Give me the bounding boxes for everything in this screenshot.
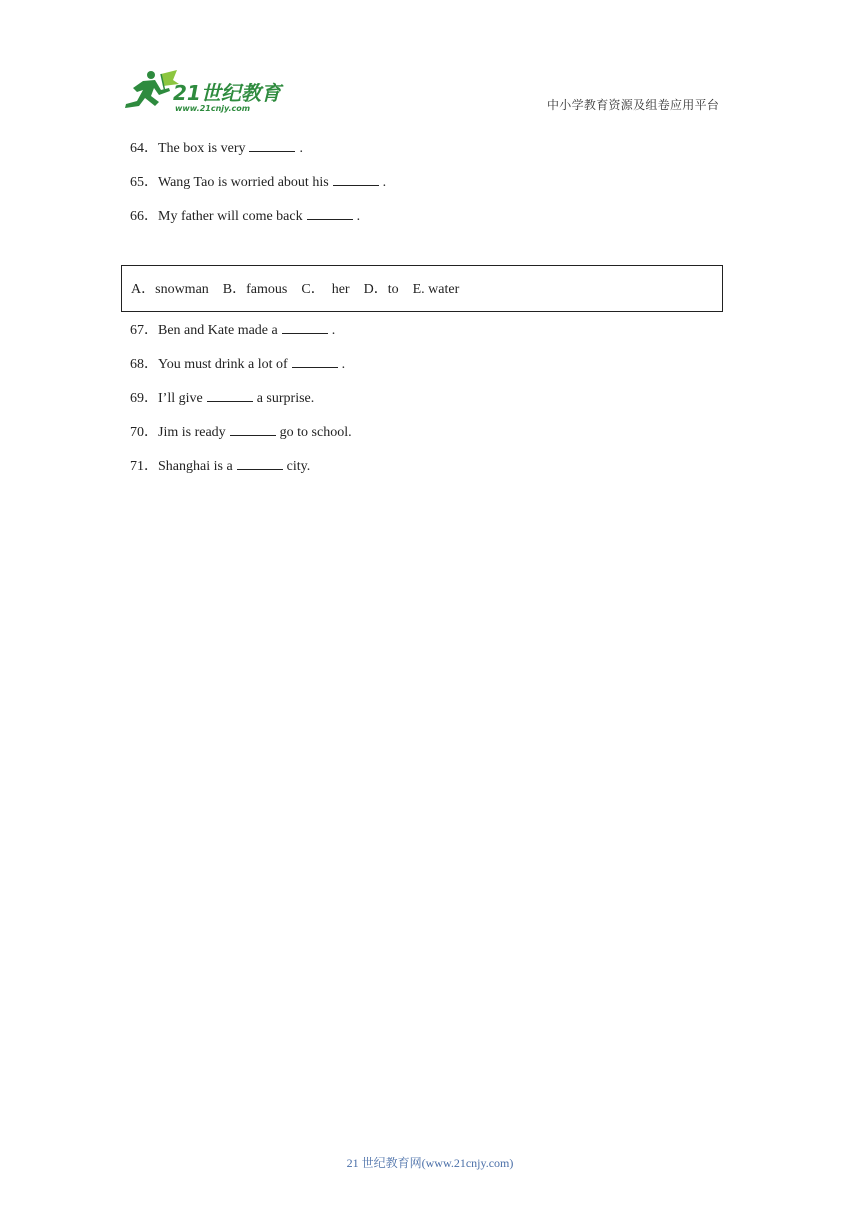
page-footer: 21 世纪教育网(www.21cnjy.com) <box>346 1156 514 1170</box>
question-text: The box is very <box>158 141 246 156</box>
option-e <box>413 282 460 297</box>
question-65 <box>130 173 386 192</box>
question-70 <box>130 423 352 442</box>
question-text-after: . <box>331 323 336 338</box>
question-number: 70． <box>130 425 158 440</box>
logo <box>121 66 291 116</box>
answer-blank[interactable] <box>249 139 295 152</box>
question-text-after: . <box>341 357 346 372</box>
option-letter: C． <box>301 282 325 297</box>
option-d <box>364 282 399 297</box>
logo-url: www.21cnjy.com <box>175 104 251 113</box>
question-number: 67． <box>130 323 158 338</box>
word-bank-box <box>121 265 723 312</box>
question-number: 68． <box>130 357 158 372</box>
word-bank <box>131 281 473 299</box>
question-71 <box>130 457 310 476</box>
question-text-after: . <box>299 141 303 156</box>
option-letter: B． <box>222 282 247 297</box>
question-number: 71． <box>130 459 158 474</box>
question-text: Wang Tao is worried about his <box>158 175 329 190</box>
question-text-after: city. <box>286 459 311 474</box>
question-text: Shanghai is a <box>158 459 233 474</box>
question-text: My father will come back <box>158 209 303 224</box>
question-text: I’ll give <box>158 391 203 406</box>
question-number: 69． <box>130 391 158 406</box>
question-number: 64． <box>130 141 158 156</box>
question-68 <box>130 355 345 374</box>
question-text-after: . <box>382 175 387 190</box>
page-header <box>0 0 860 120</box>
question-text: You must drink a lot of <box>158 357 288 372</box>
answer-blank[interactable] <box>207 389 253 402</box>
answer-blank[interactable] <box>292 355 338 368</box>
header-tagline: 中小学教育资源及组卷应用平台 <box>547 98 720 112</box>
question-text: Ben and Kate made a <box>158 323 278 338</box>
option-c <box>301 282 349 297</box>
question-text-after: . <box>356 209 361 224</box>
question-text: Jim is ready <box>158 425 226 440</box>
answer-blank[interactable] <box>333 173 379 186</box>
question-number: 65． <box>130 175 158 190</box>
option-word: to <box>387 282 399 297</box>
answer-blank[interactable] <box>282 321 328 334</box>
answer-blank[interactable] <box>230 423 276 436</box>
option-a <box>131 282 209 297</box>
option-letter: E. <box>412 282 425 297</box>
question-66 <box>130 207 360 226</box>
option-word: famous <box>246 282 288 297</box>
logo-text: 21世纪教育 <box>173 81 281 105</box>
question-text-after: a surprise. <box>256 391 315 406</box>
answer-blank[interactable] <box>237 457 283 470</box>
question-69 <box>130 389 314 408</box>
option-letter: D． <box>363 282 388 297</box>
question-number: 66． <box>130 209 158 224</box>
question-text-after: go to school. <box>279 425 352 440</box>
option-word: water <box>428 282 460 297</box>
option-word: snowman <box>155 282 209 297</box>
answer-blank[interactable] <box>307 207 353 220</box>
option-letter: A． <box>131 282 156 297</box>
question-64 <box>130 139 303 158</box>
option-b <box>223 282 288 297</box>
option-word: her <box>331 282 350 297</box>
question-67 <box>130 321 335 340</box>
